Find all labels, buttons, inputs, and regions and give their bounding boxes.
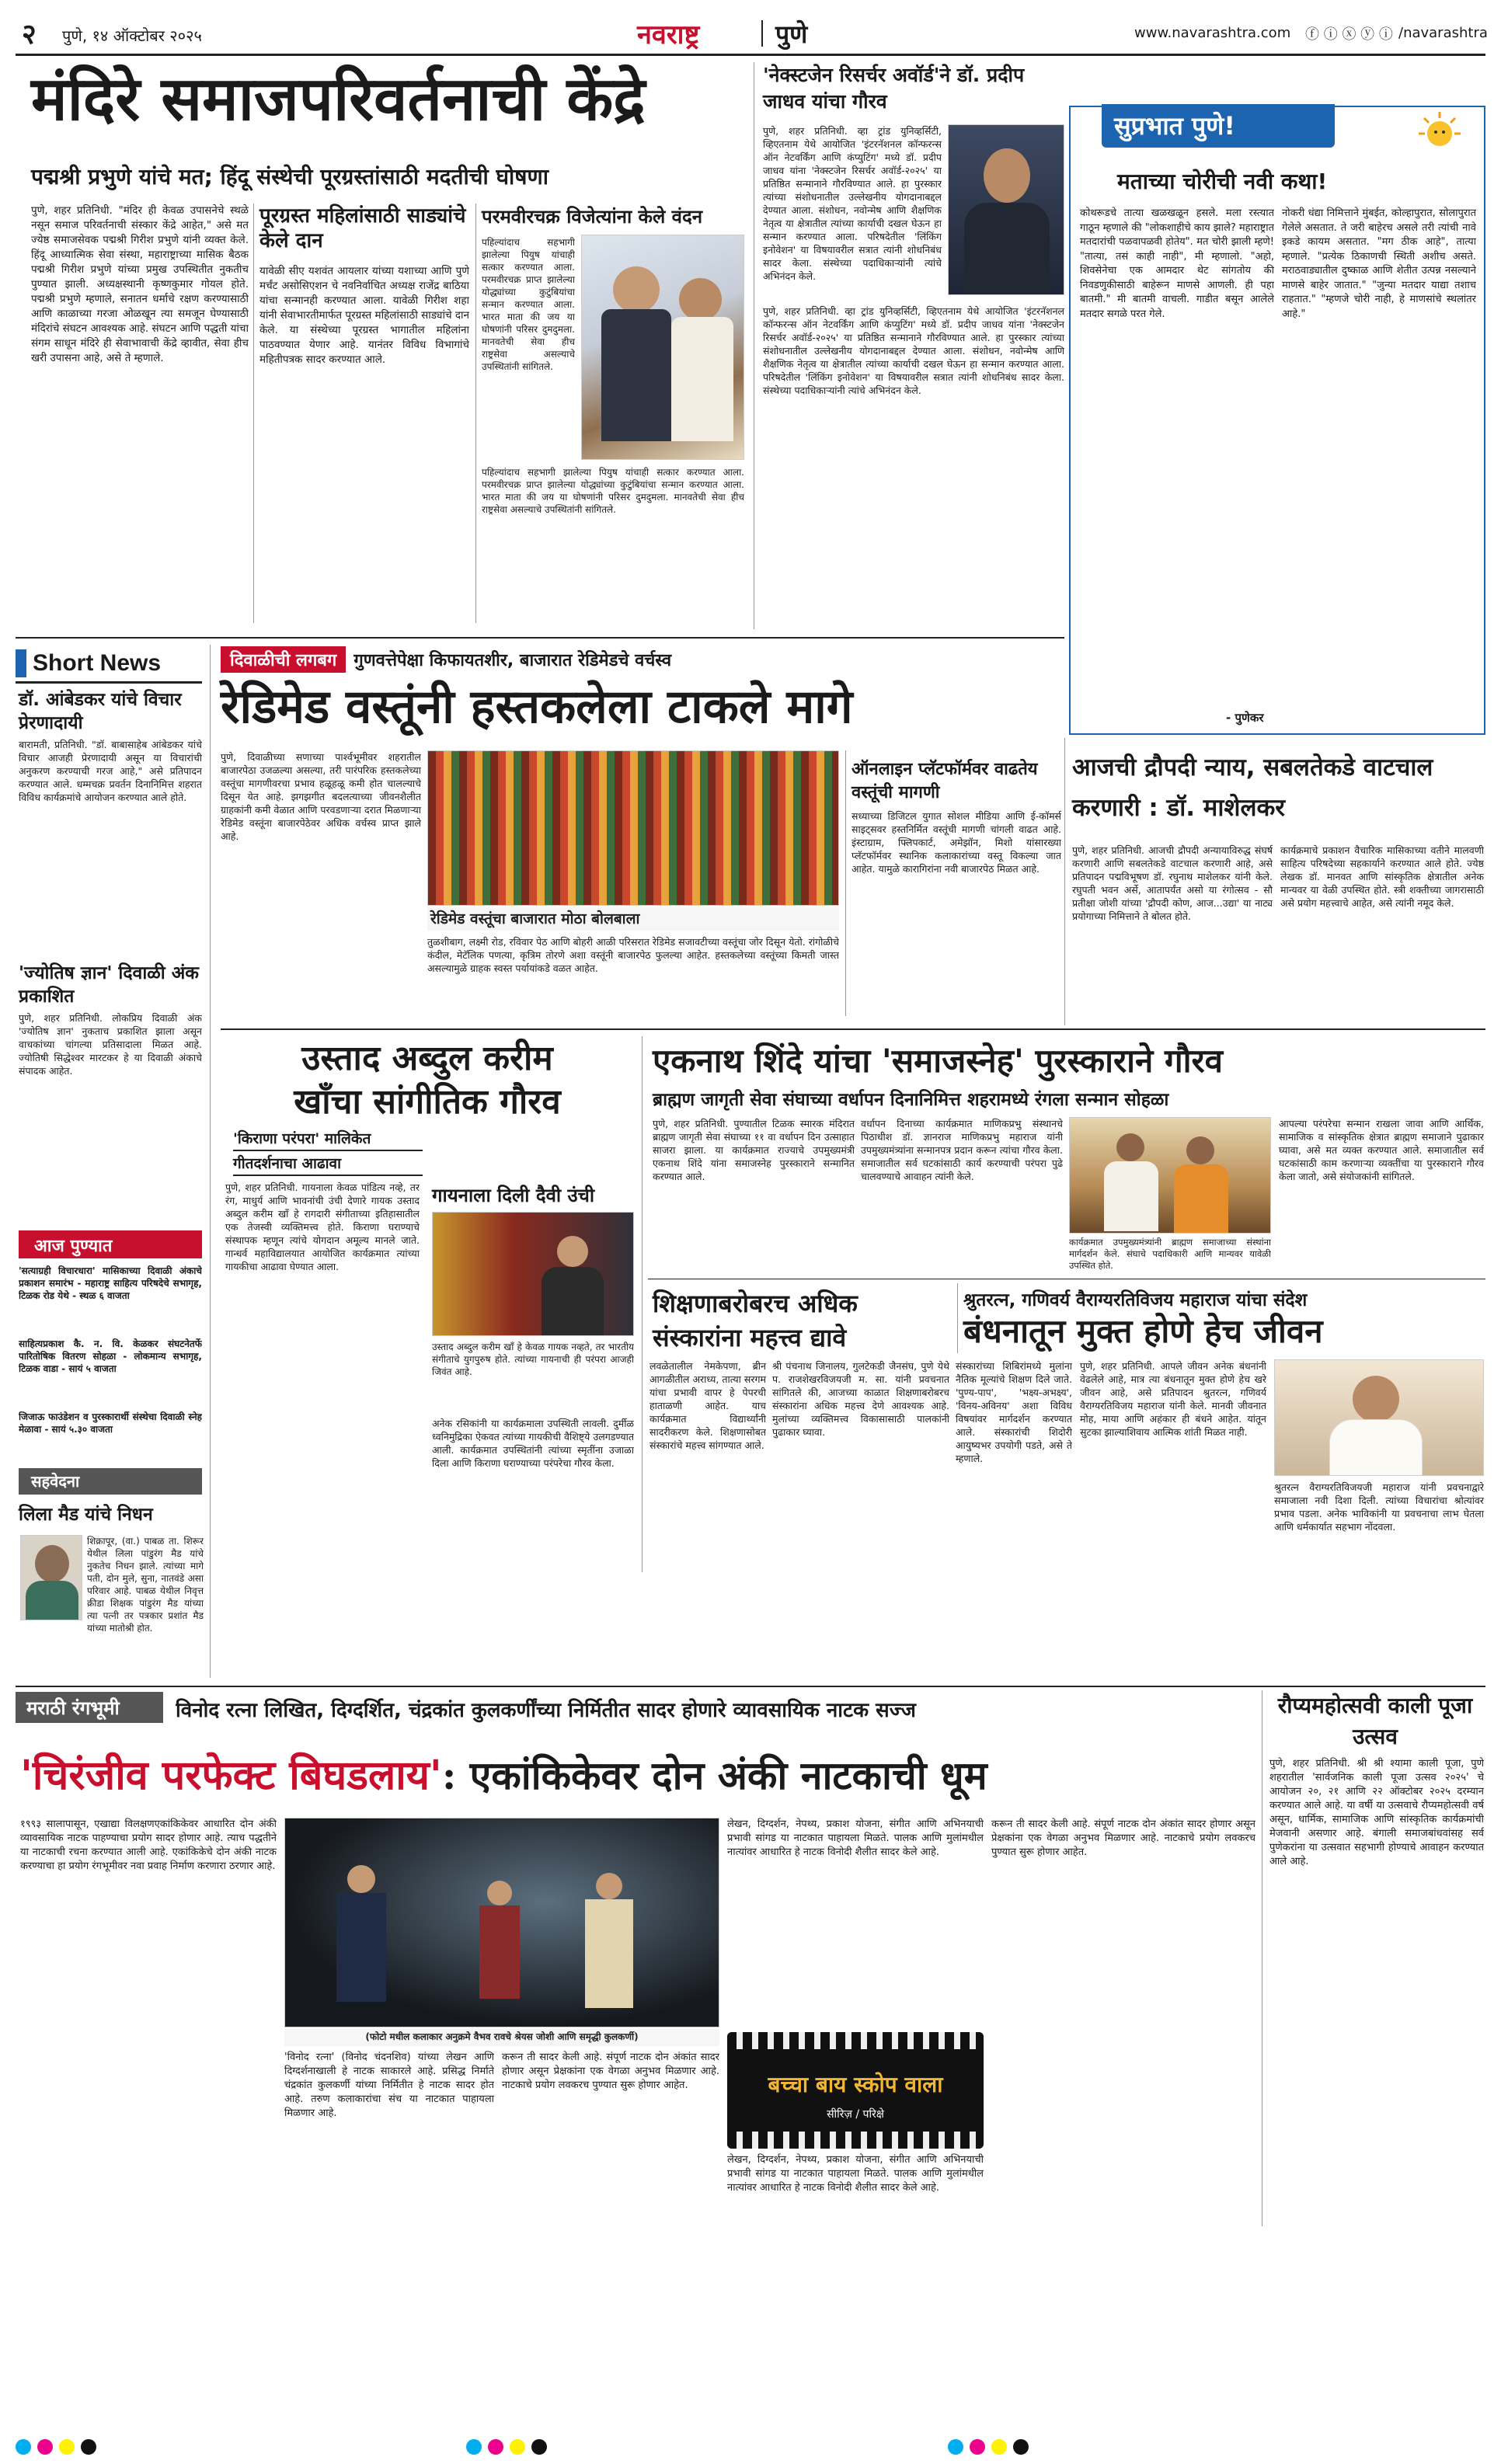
dropadi-headline: आजची द्रौपदी न्याय, सबलतेकडे वाटचाल करणारी : डॉ. माशेलकर xyxy=(1072,753,1433,822)
today-item-1: 'सत्याग्रही विचारधारा' मासिकाच्या दिवाळी अंकाचे प्रकाशन समारंभ - महाराष्ट्र साहित्य परिषदेचे सभागृह, टिळक रोड येथे - स्थळ ६ वाजता xyxy=(19,1265,202,1301)
social-icons[interactable]: ⓕ ⓘ ⓧ ⓨ ⓘ xyxy=(1305,26,1393,43)
ustad-photo xyxy=(432,1212,634,1336)
page-date: पुणे, १४ ऑक्टोबर २०२५ xyxy=(62,26,202,45)
rangbhumi-col2b: करून ती सादर केली आहे. संपूर्ण नाटक दोन अंकांत सादर होणार असून प्रेक्षकांना एक वेगळा अनुभव मिळणार आहे. नाटकाचे प्रयोग लवकरच पुण्यात सुरू होणार आहेत. xyxy=(502,2052,719,2091)
reg-dots-left xyxy=(16,2439,96,2455)
lead-headline: मंदिरे समाजपरिवर्तनाची केंद्रे xyxy=(31,64,646,134)
rangbhumi-headline xyxy=(20,1746,1257,1808)
suprabhat-title: मताच्या चोरीची नवी कथा! xyxy=(1117,169,1328,194)
suprabhat-sign: - पुणेकर xyxy=(1226,711,1264,725)
shikshan-col3: संस्कारांच्या शिबिरांमध्ये मुलांना नैतिक मूल्यांचे शिक्षण दिले जाते. 'पुण्य-पाप', 'भक्ष्य-अभक्ष्य', 'विनय-अविनय' अशा विविध विषयांवर मार्गदर्शन करण्यात आले. संस्कारांची शिदोरी आयुष्यभर उपयोगी पडते, असे ते म्हणाले. xyxy=(956,1360,1072,1464)
lead-col2-head: पूरग्रस्त महिलांसाठी साड्यांचे केले दान xyxy=(259,204,466,252)
rangbhumi-col3: लेखन, दिग्दर्शन, नेपथ्य, प्रकाश योजना, संगीत आणि अभिनयाची प्रभावी सांगड या नाटकात पाहायला मिळते. पालक आणि मुलांमधील नात्यांवर आधारित हे नाटक विनोदी शैलीत सादर केले आहे. xyxy=(727,1818,984,1858)
sun-icon xyxy=(1412,110,1467,154)
obit-photo xyxy=(20,1535,82,1620)
shrutratna-title-1: श्रुतरत्न, गणिवर्य वैराग्यरतिविजय महाराज यांचा संदेश xyxy=(963,1290,1308,1310)
diwali-photo xyxy=(427,750,839,906)
shikshan-headline: शिक्षणाबरोबरच अधिक संस्कारांना महत्त्व द्यावे xyxy=(653,1289,858,1352)
nextgen-body-left: पुणे, शहर प्रतिनिधी. व्हा ट्रांड युनिव्हर्सिटी, व्हिएतनाम येथे आयोजित 'इंटरनॅशनल कॉन्फरन्स ऑन नेटवर्किंग आणि कंप्युटिंग' मध्ये डॉ. प्रदीप जाधव यांना 'नेक्स्टजेन रिसर्चर अवॉर्ड-२०२५' या प्रतिष्ठित सन्मानाने गौरविण्यात आले. हा पुरस्कार त्यांच्या संशोधनातील उल्लेखनीय योगदानाबद्दल देण्यात आला. संशोधन, नवोन्मेष आणि शैक्षणिक नेतृत्व या क्षेत्रातील त्यांच्या कार्याची दखल घेऊन हा सन्मान करण्यात आला. परिषदेतील 'लिंकिंग इनोवेशन' या विषयावरील सत्रात त्यांनी शोधनिबंध सादर केला. संस्थेच्या पदाधिकाऱ्यांनी त्यांचे अभिनंदन केले. xyxy=(763,125,942,282)
diwali-kicker: दिवाळीची लगबग xyxy=(221,646,346,673)
rangbhumi-title-red: 'चिरंजीव परफेक्ट बिघडलाय' xyxy=(20,1752,442,1799)
today-label: आज पुण्यात xyxy=(19,1230,202,1258)
ustad-kicker-2: गीतदर्शनाचा आढावा xyxy=(233,1150,423,1176)
lead-subheadline: पद्मश्री प्रभुणे यांचे मत; हिंदू संस्थेची पूरग्रस्तांसाठी मदतीची घोषणा xyxy=(31,164,549,190)
lead-photo xyxy=(581,235,744,460)
diwali-col1: पुणे, दिवाळीच्या सणाच्या पार्श्वभूमीवर शहरातील बाजारपेठा उजळल्या असल्या, तरी पारंपरिक हस्तकलेच्या वस्तूंचा मागणीवरचा प्रभाव हळूहळू कमी होत चालल्याचे दिसून येत आहे. झगझगीत बदलत्याच्या जीवनशैलीत ग्राहकांनी कमी वेळात आणि परवडणाऱ्या दरात मिळणाऱ्या रेडिमेड वस्तूंना बाजारपेठेवर अधिक वर्चस्व प्राप्त झाले आहे. xyxy=(221,751,421,842)
shikshan-col1: लवळेतालील नेमकेपणा, ब्रीन आगळीतील अराध्य, तात्या सरगम यांचा प्रभावी वापर हे पेपरची हाताळणी आहेत. याच कार्यक्रमात विद्यार्थ्यांनी सादरीकरण केले. शिक्षणासोबत संस्कारांचे महत्त्व सांगण्यात आले. xyxy=(650,1360,766,1451)
eknath-side: आपल्या परंपरेचा सन्मान राखला जावा आणि आर्थिक, सामाजिक व सांस्कृतिक क्षेत्रात ब्राह्मण समाजाने पुढाकार घ्यावा, असे मत व्यक्त करण्यात आले. समाजातील सर्व घटकांसाठी काम करणाऱ्या व्यक्तींचा या पुरस्काराने गौरव केला जातो, असे संयोजकांनी सांगितले. xyxy=(1279,1118,1484,1182)
shortnews-1-title: डॉ. आंबेडकर यांचे विचार प्रेरणादायी xyxy=(19,690,182,733)
shortnews-2-title: 'ज्योतिष ज्ञान' दिवाळी अंक प्रकाशित xyxy=(19,963,199,1007)
raupya-body: पुणे, शहर प्रतिनिधी. श्री श्री श्यामा काली पूजा, पुणे शहरातील 'सार्वजनिक काली पूजा उत्सव २०२५' चे आयोजन २०, २१ आणि २२ ऑक्टोबर २०२५ दरम्यान करण्यात आले आहे. या वर्षी या उत्सवाचे रौप्यमहोत्सवी वर्ष असून, धार्मिक, सामाजिक आणि सांस्कृतिक कार्यक्रमांची मेजवानी असणार आहे. बंगाली समाजबांधवांसह सर्व पुणेकरांना या उत्सवात सहभागी होण्याचे आवाहन करण्यात आले आहे. xyxy=(1269,1758,1484,1867)
diwali-bottom: तुळशीबाग, लक्ष्मी रोड, रविवार पेठ आणि बोहरी आळी परिसरात रेडिमेड सजावटीच्या वस्तूंचा जोर दिसून येतो. रांगोळीचे कंदील, मेटॅलिक पणत्या, कृत्रिम तोरणे अशा वस्तूंनी बाजारपेठ फुलल्या आहेत. हस्तकलेच्या वस्तूंच्या किमती जास्त असल्यामुळे ग्राहक स्वस्त पर्यायांकडे वळत आहेत. xyxy=(427,936,839,974)
online-body: सध्याच्या डिजिटल युगात सोशल मीडिया आणि ई-कॉमर्स साइट्सवर हस्तनिर्मित वस्तूंची मागणी चांगली वाढत आहे. इंस्टाग्राम, फ्लिपकार्ट, अमेझॉन, मिशो यांसारख्या प्लॅटफॉर्मवर स्थानिक कलाकारांच्या वस्तू विकल्या जात आहेत. यामुळे कारागिरांना नवी बाजारपेठ मिळत आहे. xyxy=(851,810,1061,875)
shortnews-2-body: पुणे, शहर प्रतिनिधी. लोकप्रिय दिवाळी अंक 'ज्योतिष ज्ञान' नुकताच प्रकाशित झाला असून वाचकांच्या चांगल्या प्रतिसादाला मिळत आहे. ज्योतिषी सिद्धेश्वर मारटकर हे या दिवाळी अंकाचे संपादक आहेत. xyxy=(19,1012,202,1077)
ustad-title-2: खाँचा सांगीतिक गौरव xyxy=(294,1082,561,1122)
dropadi-col1: पुणे, शहर प्रतिनिधी. आजची द्रौपदी अन्यायाविरुद्ध संघर्ष करणारी आणि सबलतेकडे वाटचाल करणारी आहे, असे प्रतिपादन पद्मविभूषण डॉ. रघुनाथ माशेलकर यांनी केले. रघुपती भवन अर्से, आतापर्यंत असो या रंगोत्सव - सौ प्रतीक्षा जोशी यांच्या 'द्रौपदी कोण, आज...उद्या' या नाट्य प्रयोगाच्या निमित्ताने ते बोलत होते. xyxy=(1072,844,1273,922)
ustad-photo-title: गायनाला दिली दैवी उंची xyxy=(432,1185,595,1206)
shrutratna-side: श्रुतरत्न वैराग्यरतिविजयजी महाराज यांनी प्रवचनाद्वारे समाजाला नवी दिशा दिली. त्यांच्या विचारांचा श्रोत्यांवर प्रभाव पडला. अनेक भाविकांनी या प्रवचनाचा लाभ घेतला आणि धर्मकार्यात सहभाग नोंदवला. xyxy=(1274,1481,1484,1533)
suprabhat-label: सुप्रभात पुणे! xyxy=(1102,104,1335,148)
bioscope-logo xyxy=(727,2032,984,2149)
city-name: पुणे xyxy=(775,19,808,49)
social-handle[interactable]: /navarashtra xyxy=(1398,25,1488,41)
shrutratna-title-2: बंधनातून मुक्त होणे हेच जीवन xyxy=(963,1312,1323,1350)
ustad-col1: पुणे, शहर प्रतिनिधी. गायनाला केवळ पांडित्य नव्हे, तर रंग, माधुर्य आणि भावनांची उंची देणारे गायक उस्ताद अब्दुल करीम खाँ हे रागदारी संगीताच्या इतिहासातील एक तेजस्वी व्यक्तिमत्त्व होते. किराणा घराण्याचे संस्थापक म्हणून त्यांचे योगदान अमूल्य मानले जाते. गान्धर्व महाविद्यालयात आयोजित कार्यक्रमात त्यांच्या गायकीचा आढावा घेण्यात आला. xyxy=(225,1182,420,1272)
diwali-headline: रेडिमेड वस्तूंनी हस्तकलेला टाकले मागे xyxy=(221,680,853,734)
reg-dots-bottom xyxy=(948,2439,1029,2455)
lead-col3: पहिल्यांदाच सहभागी झालेल्या पियुष यांचाही सत्कार करण्यात आला. परमवीरचक्र प्राप्त झालेल्या योद्ध्यांच्या कुटुंबियांचा सन्मान करण्यात आला. भारत माता की जय या घोषणांनी परिसर दुमदुमला. मानवतेची सेवा हीच राष्ट्रसेवा असल्याचे उपस्थितांनी सांगितले. xyxy=(482,237,575,372)
rangbhumi-col4: करून ती सादर केली आहे. संपूर्ण नाटक दोन अंकांत सादर होणार असून प्रेक्षकांना एक वेगळा अनुभव मिळणार आहे. नाटकाचे प्रयोग लवकरच पुण्यात सुरू होणार आहेत. xyxy=(991,1818,1255,1858)
eknath-photo xyxy=(1069,1117,1271,1234)
today-item-2: साहित्यप्रकाश कै. न. वि. केळकर संघटनेतर्फे पारितोषिक वितरण सोहळा - लोकमान्य सभागृह, टिळक वाडा - सायं ५ वाजता xyxy=(19,1338,202,1374)
online-title: ऑनलाइन प्लॅटफॉर्मवर वाढतेय वस्तूंची मागणी xyxy=(851,760,1038,802)
rangbhumi-col3b: लेखन, दिग्दर्शन, नेपथ्य, प्रकाश योजना, संगीत आणि अभिनयाची प्रभावी सांगड या नाटकात पाहायला मिळते. पालक आणि मुलांमधील नात्यांवर आधारित हे नाटक विनोदी शैलीत सादर केले आहे. xyxy=(727,2154,984,2194)
reg-dots-top xyxy=(466,2439,547,2455)
ustad-col2: अनेक रसिकांनी या कार्यक्रमाला उपस्थिती लावली. दुर्मीळ ध्वनिमुद्रिका ऐकवत त्यांच्या गायकीची वैशिष्ट्ये उलगडण्यात आली. कार्यक्रमात उपस्थितांनी त्यांच्या स्मृतींना उजाळा दिला आणि किराणा घराण्याच्या परंपरेचा गौरव केला. xyxy=(432,1418,634,1469)
shortnews-label: Short News xyxy=(16,645,202,684)
bioscope-text: बच्चा बाय स्कोप वाला xyxy=(768,2072,943,2097)
nextgen-body: पुणे, शहर प्रतिनिधी. व्हा ट्रांड युनिव्हर्सिटी, व्हिएतनाम येथे आयोजित 'इंटरनॅशनल कॉन्फरन्स ऑन नेटवर्किंग आणि कंप्युटिंग' मध्ये डॉ. प्रदीप जाधव यांना 'नेक्स्टजेन रिसर्चर अवॉर्ड-२०२५' या प्रतिष्ठित सन्मानाने गौरविण्यात आले. हा पुरस्कार त्यांच्या संशोधनातील उल्लेखनीय योगदानाबद्दल देण्यात आला. संशोधन, नवोन्मेष आणि शैक्षणिक नेतृत्व या क्षेत्रातील त्यांच्या कार्याची दखल घेऊन हा सन्मान करण्यात आला. परिषदेतील 'लिंकिंग इनोवेशन' या विषयावरील सत्रात त्यांनी शोधनिबंध सादर केला. संस्थेच्या पदाधिकाऱ्यांनी त्यांचे अभिनंदन केले. xyxy=(763,305,1064,396)
diwali-kicker-bar xyxy=(221,646,1060,673)
diwali-subtitle: गुणवत्तेपेक्षा किफायतशीर, बाजारात रेडिमेडचे वर्चस्व xyxy=(353,651,672,670)
shortnews-1-body: बारामती, प्रतिनिधी. "डॉ. बाबासाहेब आंबेडकर यांचे विचार आजही प्रेरणादायी असून या विचारांची अनुकरण करण्याची गरज आहे," असे प्रतिपादन करण्यात आले. धम्मचक्र प्रवर्तन दिनानिमित्त शहरात विविध कार्यक्रमांचे आयोजन करण्यात आले होते. xyxy=(19,739,202,803)
suprabhat-col1: कोथरूडचे तात्या खळखळून हसले. मला रस्त्यात गाठून म्हणाले की "लोकशाहीचे काय झाले? महाराष्ट्रात मतदारांची पळवापळवी होतेय". मत चोरी झाली म्हणे! "तात्या, तसं काही नाही", मी म्हणालो. "अहो, शिवसेनेचा एक आमदार थेट सांगतोय की निवडणुकीसाठी बाहेरून माणसे आणली. ही पहा बातमी." मी बातमी वाचली. गाडीत बसून आलेले मतदार सगळे परत गेले. xyxy=(1080,207,1274,320)
lead-col2: यावेळी सीए यशवंत आयलार यांच्या यशाच्या आणि पुणे मर्चंट असोसिएशन चे नवनिर्वाचित अध्यक्ष राजेंद्र बाठिया यांचा सन्मानही करण्यात आला. यावेळी गिरीश शहा यांनी सेवाभारतीमार्फत पूरग्रस्त महिलांसाठी साड्यांचे दान केले. या संस्थेच्या पूरग्रस्त भागातील महिलांना पाठवण्यात येणार आहे. यानंतर विविध विभागांचे महितीपत्रक सादर करण्यात आले. xyxy=(259,265,469,366)
nextgen-headline: 'नेक्स्टजेन रिसर्चर अवॉर्ड'ने डॉ. प्रदीप जाधव यांचा गौरव xyxy=(763,64,1025,113)
brand-logo: नवराष्ट्र xyxy=(637,19,700,50)
rangbhumi-title-black: : एकांकिकेवर दोन अंकी नाटकाची धूम xyxy=(441,1752,987,1798)
shrutratna-col1: पुणे, शहर प्रतिनिधी. आपले जीवन अनेक बंधनांनी वेढलेले आहे, मात्र त्या बंधनातून मुक्त होणे हेच खरे जीवन आहे, असे प्रतिपादन श्रुतरत्न, गणिवर्य वैराग्यरतिविजय महाराज यांनी केले. मानवी जीवनात मोह, माया आणि अहंकार ही बंधने आहेत. यांतून सुटका झाल्याशिवाय आत्मिक शांती मिळत नाही. xyxy=(1080,1360,1266,1438)
eknath-subheadline: ब्राह्मण जागृती सेवा संघाच्या वर्धापन दिनानिमित्त शहरामध्ये रंगला सन्मान सोहळा xyxy=(653,1090,1169,1110)
lead-col3-head: परमवीरचक्र विजेत्यांना केले वंदन xyxy=(482,206,703,228)
eknath-headline: एकनाथ शिंदे यांचा 'समाजस्नेह' पुरस्काराने गौरव xyxy=(653,1042,1223,1080)
dropadi-col2: कार्यक्रमाचे प्रकाशन वैचारिक मासिकाच्या वतीने मालवणी साहित्य परिषदेच्या सहकार्याने करण्यात आले होते. ज्येष्ठ लेखक डॉ. मानवत आणि सांस्कृतिक क्षेत्रातील अनेक मान्यवर या वेळी उपस्थित होते. स्त्री शक्तीच्या जागरासाठी असे प्रयोग महत्त्वाचे आहेत, असे त्यांनी नमूद केले. xyxy=(1280,844,1484,909)
eknath-col1: पुणे, शहर प्रतिनिधी. पुण्यातील टिळक स्मारक मंदिरात ब्राह्मण जागृती सेवा संघाच्या ११ वा वर्धापन दिन उत्साहात साजरा झाला. या कार्यक्रमात राज्याचे उपमुख्यमंत्री एकनाथ शिंदे यांना समाजस्नेह पुरस्काराने सन्मानित करण्यात आले. xyxy=(653,1118,855,1182)
shikshan-col2: श्री पंचनाथ जिनालय, गुलटेकडी जैनसंघ, पुणे येथे प. राजशेखरविजयजी म. सा. यांनी प्रवचनात सांगितले की, आजच्या काळात शिक्षणाबरोबरच संस्कारांना अधिक महत्त्व देणे आवश्यक आहे. मुलांच्या व्यक्तिमत्त्व विकासासाठी पालकांनी पुढाकार घ्यावा. xyxy=(772,1360,949,1438)
website-link[interactable]: www.navarashtra.com xyxy=(1134,25,1291,41)
rangbhumi-photo xyxy=(284,1818,719,2027)
rangbhumi-label: मराठी रंगभूमी xyxy=(16,1692,163,1723)
rangbhumi-photo-caption: (फोटो मधील कलाकार अनुक्रमे वैभव रावचे श्रेयस जोशी आणि समृद्धी कुलकर्णी) xyxy=(284,2029,719,2046)
film-strip-icon xyxy=(727,2032,984,2049)
eknath-photo-caption: कार्यक्रमात उपमुख्यमंत्र्यांनी ब्राह्मण समाजाच्या संस्थांना मार्गदर्शन केले. संघाचे पदाधिकारी आणि मान्यवर यावेळी उपस्थित होते. xyxy=(1069,1237,1271,1271)
page-header xyxy=(16,8,1488,56)
header-divider xyxy=(761,20,763,47)
suprabhat-col2: नोकरी धंद्या निमित्ताने मुंबईत, कोल्हापुरात, सोलापुरात गेलेले असतात. ते जरी बाहेरच असले तरी त्यांची नावे इकडे कायम असतात. "मग ठीक आहे", तात्या म्हणाले. "प्रत्येक ठिकाणची स्थिती अशीच असते. मराठवाड्यातील दुष्काळ आणि शेतीत उत्पन्न नसल्याने माणसे बाहेर जातात." "जुन्या मतदार याद्या तशाच राहतात." "म्हणजे चोरी नाही, हे माणसांचे स्थलांतर आहे." xyxy=(1282,207,1476,320)
bioscope-small: सीरिज़ / परिक्षे xyxy=(827,2108,884,2121)
rangbhumi-col2: 'विनोद रत्ना' (विनोद चंदनशिव) यांच्या लेखन आणि दिग्दर्शनाखाली हे नाटक साकारले आहे. प्रसिद्ध निर्माते चंद्रकांत कुलकर्णी यांच्या निर्मितीत हे नाटक सादर होत आहे. तरुण कलाकारांचा संच या नाटकात पाहायला मिळणार आहे. xyxy=(284,2052,494,2119)
raupya-title: रौप्यमहोत्सवी काली पूजा उत्सव xyxy=(1277,1693,1473,1749)
today-item-3: जिजाऊ फाउंडेशन व पुरस्कारार्थी संस्थेचा दिवाळी स्नेह मेळावा - सायं ५.३० वाजता xyxy=(19,1411,202,1435)
lead-col3-bottom: पहिल्यांदाच सहभागी झालेल्या पियुष यांचाही सत्कार करण्यात आला. परमवीरचक्र प्राप्त झालेल्या योद्ध्यांच्या कुटुंबियांचा सन्मान करण्यात आला. भारत माता की जय या घोषणांनी परिसर दुमदुमला. मानवतेची सेवा हीच राष्ट्रसेवा असल्याचे उपस्थितांनी सांगितले. xyxy=(482,467,744,515)
shrutratna-photo xyxy=(1274,1359,1484,1476)
lead-col1: पुणे, शहर प्रतिनिधी. "मंदिर ही केवळ उपासनेचे स्थळे नसून समाज परिवर्तनाची संस्कार केंद्रे आहेत," असे मत ज्येष्ठ समाजसेवक पद्मश्री गिरीश प्रभुणे यांनी व्यक्त केले. हिंदू आध्यात्मिक सेवा संस्था, महाराष्ट्राच्या मासिक बैठक पद्मश्री गिरीश प्रभुणे यांच्या प्रमुख उपस्थितीत नुकतीच पुण्यात झाली. अध्यक्षस्थानी कृष्णकुमार गोयल होते. पद्मश्री प्रभुणे म्हणाले, सनातन धर्माचे रक्षण करण्यासाठी आणि काळाच्या गरजा ओळखून त्या समजून घेण्यासाठी मंदिरांचे संघटन आवश्यक आहे. संघटन आणि पद्धती यांचा संगम साधून मंदिरे ही सेवाभावाची केंद्रे व्हावीत, सेवा हीच खरी उपासना आहे, असे ते म्हणाले. xyxy=(31,204,249,364)
ustad-kicker: 'किराणा परंपरा' मालिकेत xyxy=(233,1130,371,1147)
nextgen-portrait xyxy=(948,124,1064,295)
ustad-title-1: उस्ताद अब्दुल करीम xyxy=(301,1039,553,1078)
suprabhat-box xyxy=(1069,106,1485,735)
shortnews-bar-icon xyxy=(16,649,26,677)
page-number: २ xyxy=(22,18,37,50)
ustad-photo-caption: उस्ताद अब्दुल करीम खाँ हे केवळ गायक नव्हते, तर भारतीय संगीताचे युगपुरुष होते. त्यांच्या गायनाची ही परंपरा आजही जिवंत आहे. xyxy=(432,1342,634,1377)
rangbhumi-kicker: विनोद रत्ना लिखित, दिग्दर्शित, चंद्रकांत कुलकर्णींच्या निर्मितीत सादर होणारे व्यावसायिक नाटक सज्ज xyxy=(176,1699,916,1722)
eknath-col2: वर्धापन दिनाच्या कार्यक्रमात माणिकप्रभु संस्थानचे पिठाधीश डॉ. ज्ञानराज माणिकप्रभु महाराज यांनी उपमुख्यमंत्र्यांना सन्मानपत्र प्रदान करून त्यांचा गौरव केला. समाजातील सर्व घटकांसाठी कार्य करण्याची परंपरा पुढे चालवण्याचे आवाहन त्यांनी केले. xyxy=(861,1118,1063,1182)
rangbhumi-col1: १९९३ सालापासून, एखाद्या विलक्षणएकांकिकेवर आधारित दोन अंकी व्यावसायिक नाटक पाहण्याचा प्रयोग सादर होणार आहे. त्याच पद्धतीने या नाटकाची रचना करण्यात आली आहे. एकांकिकेचे दोन अंकी नाटक करण्याचा हा प्रयोग रंगभूमीवर नवा प्रवाह निर्माण करणारा ठरणार आहे. xyxy=(20,1818,277,1872)
obit-label: सहवेदना xyxy=(19,1468,202,1495)
obit-body: शिक्रापूर, (वा.) पाबळ ता. शिरूर येथील लिला पांडुरंग मैड यांचे नुकतेच निधन झाले. त्यांच्या मागे पती, दोन मुले, सुना, नातवंडे असा परिवार आहे. पाबळ येथील निवृत्त क्रीडा शिक्षक पांडुरंग मैड यांच्या त्या पत्नी तर पत्रकार प्रशांत मैड यांच्या मातोश्री होत. xyxy=(87,1536,204,1634)
diwali-photo-caption: रेडिमेड वस्तूंचा बाजारात मोठा बोलबाला xyxy=(427,907,839,931)
obit-title: लिला मैड यांचे निधन xyxy=(19,1505,153,1525)
